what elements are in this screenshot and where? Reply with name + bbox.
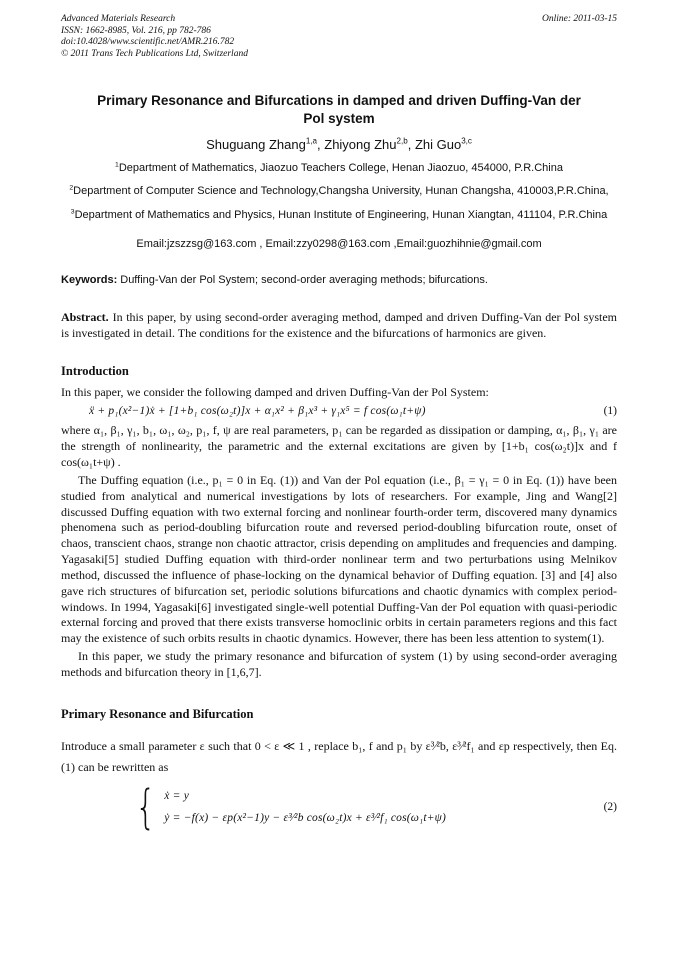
keywords-line [61, 274, 617, 286]
equation-2-lines [164, 783, 446, 832]
author [408, 137, 472, 152]
author-superscript: 1,a [305, 136, 318, 146]
intro-paragraph-2: In this paper, we study the primary resonance and bifurcation of system (1) by using second-order averaging methods and bifurcation theory in [1,6,7]. [61, 649, 617, 679]
equation-2-line-2: ẏ = −f(x) − εp(x²−1)y − ε³⁄²b cos(ω₂t)x + ε³⁄²f₁ cos(ω₁t+ψ) [164, 812, 447, 825]
issn-line: ISSN: 1662-8985, Vol. 216, pp 782-786 [61, 25, 211, 36]
authors-line [61, 137, 617, 152]
paper-title: Primary Resonance and Bifurcations in damped and driven Duffing-Van der Pol system [97, 93, 581, 126]
keywords-text: Duffing-Van der Pol System; second-order averaging methods; bifurcations. [120, 273, 488, 286]
author-separator: , [317, 137, 325, 153]
intro-paragraph-1: The Duffing equation (i.e., p₁ = 0 in Eq. (1)) and Van der Pol equation (i.e., β₁ = γ₁ = 0 in Eq. (1)) have been studied from analytical and numerical investigations by lots of researchers. For example, Jing and Wang[2] discussed Duffing equation with two external forcing and nonlinear fourth-order term, discovered many dynamics phenomena such as period-doubling bifurcation route and reversed period-doubling bifurcation route, onset of chaos, transcient chaos, strange non chaotic attractor, crisis depending on amplitudes and frequencies and damping. Yagasaki[5] studied Duffing equation with third-order nonlinear term and two perturbations using Melnikov method, discussed the influence of phase-locking on the dynamical behavior of Duffing equation. [3] and [4] also gave rich structures of bifurcation set, periodic solutions bifurcations and chaotic dynamics with complex period-windows. In 1994, Yagasaki[6] investigated single-well potential Duffing-Van der Pol equation with quasi-periodic external forcing and proved that there exists transverse homoclinic orbits in certain parameters regions and this fact may the existence of such orbits results in chaotic dynamics. However, there has been less attention to system(1). [61, 472, 617, 646]
author-name: Zhi Guo [414, 137, 462, 153]
affiliation-text: Department of Mathematics and Physics, Hunan Institute of Engineering, Hunan Xiangtan, 411104, P.R.China [74, 208, 608, 221]
journal-header [61, 14, 617, 60]
equation-2-number: (2) [603, 801, 617, 814]
affiliation-superscript: 2 [69, 184, 74, 192]
affiliation-superscript: 3 [70, 208, 75, 216]
author-name: Zhiyong Zhu [324, 137, 397, 153]
section-heading-primary-resonance: Primary Resonance and Bifurcation [61, 706, 254, 721]
equation-1-number: (1) [603, 405, 617, 418]
copyright-line: © 2011 Trans Tech Publications Ltd, Switzerland [61, 48, 248, 59]
abstract-text: In this paper, by using second-order averaging method, damped and driven Duffing-Van der Pol system is investigated in detail. The conditions for the existence and the bifurcations of harmonics are given. [61, 309, 617, 340]
email-line: Email:jzszzsg@163.com , Email:zzy0298@163.com ,Email:guozhihnie@gmail.com [136, 237, 542, 250]
abstract-label: Abstract. [61, 309, 109, 324]
affiliation-2 [61, 184, 617, 198]
author-separator: , [407, 137, 415, 153]
journal-name: Advanced Materials Research [61, 14, 176, 24]
online-date: Online: 2011-03-15 [541, 14, 617, 24]
where-paragraph: where α₁, β₁, γ₁, b₁, ω₁, ω₂, p₁, f, ψ are real parameters, p₁ can be regarded as dissipation or damping, α₁, β₁, γ₁ are the strength of nonlinearity, the parametric and the external excitations are given by [1+b₁ cos(ω₂t)]x and f cos(ω₁t+ψ) . [61, 423, 617, 470]
author [206, 137, 317, 152]
affiliation-superscript: 1 [115, 161, 119, 169]
keywords-label: Keywords: [61, 273, 118, 286]
equation-2-brace-icon: { [135, 780, 156, 835]
equation-2 [61, 780, 617, 835]
equation-2-line-1: ẋ = y [164, 789, 189, 802]
abstract-paragraph [61, 310, 617, 342]
section2-lead-paragraph: Introduce a small parameter ε such that 0 < ε ≪ 1 , replace b₁, f and p₁ by ε³⁄²b, ε³⁄²f₁ and εp respectively, then Eq.(1) can be rewritten as [61, 738, 617, 774]
affiliation-1 [61, 161, 617, 175]
affiliation-text: Department of Mathematics, Jiaozuo Teachers College, Henan Jiaozuo, 454000, P.R.China [118, 162, 563, 175]
equation-2-body [131, 780, 447, 835]
journal-header-left [61, 14, 248, 60]
author [317, 137, 408, 152]
affiliation-text: Department of Computer Science and Technology,Changsha University, Hunan Changsha, 410003,P.R.China, [73, 185, 609, 198]
doi-line: doi:10.4028/www.scientific.net/AMR.216.782 [61, 37, 235, 47]
intro-lead-paragraph: In this paper, we consider the following damped and driven Duffing-Van der Pol System: [61, 384, 489, 399]
equation-1 [61, 405, 617, 417]
equation-1-body: ẍ + p₁(x²−1)ẋ + [1+b₁ cos(ω₂t)]x + α₁x² + β₁x³ + γ₁x⁵ = f cos(ω₁t+ψ) [89, 405, 426, 418]
section-heading-introduction: Introduction [61, 363, 129, 378]
author-superscript: 2,b [396, 136, 408, 146]
author-name: Shuguang Zhang [206, 137, 306, 153]
author-superscript: 3,c [461, 136, 472, 146]
affiliation-3 [61, 208, 617, 222]
